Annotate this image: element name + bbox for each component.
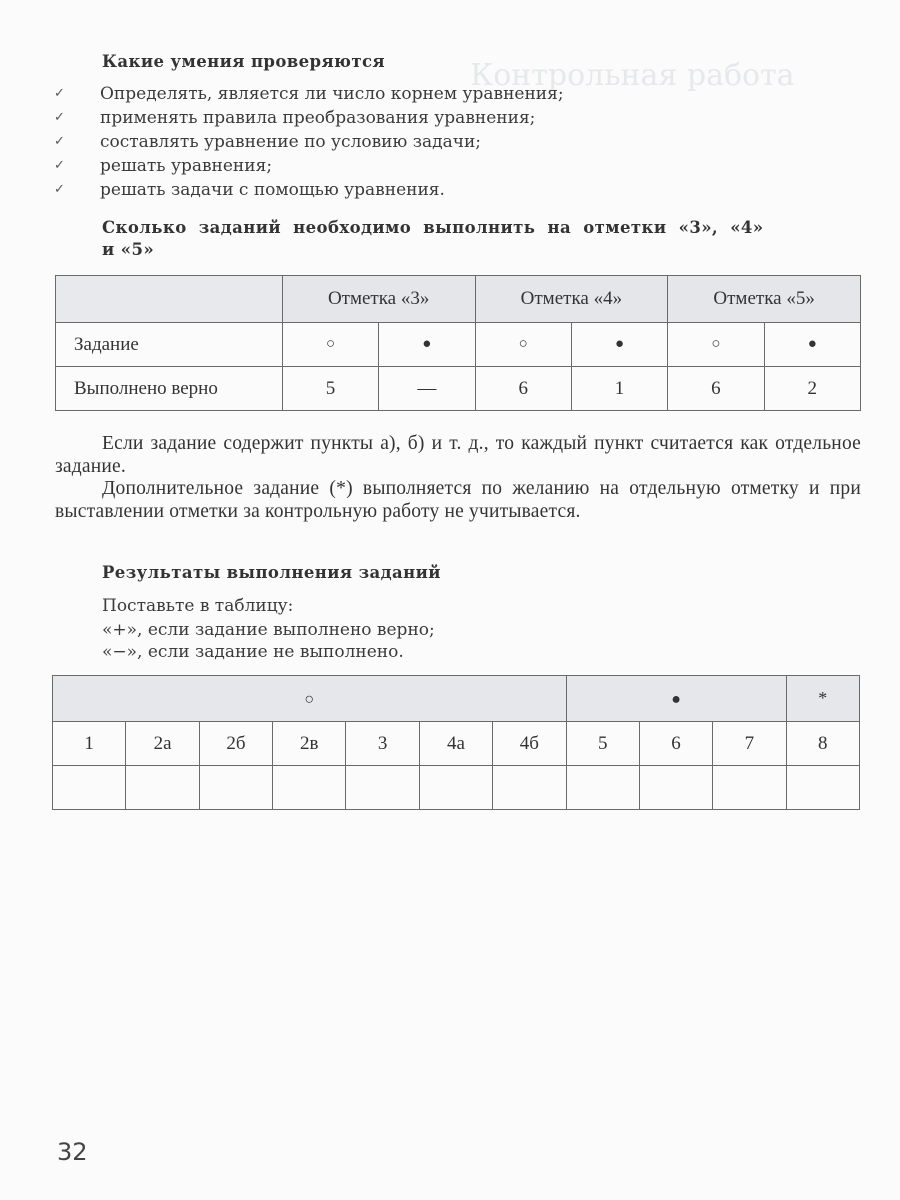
results-instruction: Поставьте в таблицу: xyxy=(102,596,294,616)
skills-heading: Какие умения проверяются xyxy=(102,52,386,71)
task-number: 6 xyxy=(639,722,712,766)
answer-cell[interactable] xyxy=(566,766,639,810)
task-number: 2а xyxy=(126,722,199,766)
grades-table xyxy=(55,275,861,411)
skill-item: ✓ Определять, является ли число корнем уравнения; xyxy=(54,84,564,104)
advanced-group-header xyxy=(566,676,786,722)
answer-cell[interactable] xyxy=(126,766,199,810)
extra-group-header xyxy=(786,676,859,722)
results-heading: Результаты выполнения заданий xyxy=(102,563,441,582)
done-count: — xyxy=(379,367,475,411)
grade-4-header: Отметка «4» xyxy=(475,276,668,323)
skill-item: ✓ составлять уравнение по условию задачи; xyxy=(54,132,482,152)
done-count: 1 xyxy=(571,367,667,411)
advanced-task-icon: ● xyxy=(571,323,667,367)
results-table xyxy=(52,675,860,810)
task-number: 1 xyxy=(53,722,126,766)
task-number: 5 xyxy=(566,722,639,766)
answer-cell[interactable] xyxy=(419,766,492,810)
grades-heading-line2: и «5» xyxy=(102,240,155,259)
check-icon: ✓ xyxy=(54,110,65,125)
basic-group-header xyxy=(53,676,567,722)
check-icon: ✓ xyxy=(54,134,65,149)
check-icon: ✓ xyxy=(54,158,65,173)
skill-item: ✓ решать уравнения; xyxy=(54,156,273,176)
bleed-through-text: Контрольная работа xyxy=(470,58,795,93)
task-row-label: Задание xyxy=(56,323,283,367)
task-number: 4б xyxy=(493,722,566,766)
answer-cell[interactable] xyxy=(493,766,566,810)
task-number: 7 xyxy=(713,722,786,766)
task-number: 3 xyxy=(346,722,419,766)
done-count: 5 xyxy=(282,367,378,411)
answer-cell[interactable] xyxy=(273,766,346,810)
page-number: 32 xyxy=(57,1138,88,1166)
circle-icon: ○ xyxy=(304,691,315,708)
grades-heading-line1: Сколько заданий необходимо выполнить на отметки «3», «4» xyxy=(102,218,764,237)
grade-5-header: Отметка «5» xyxy=(668,276,861,323)
basic-task-icon: ○ xyxy=(282,323,378,367)
answer-cell[interactable] xyxy=(639,766,712,810)
skill-item: ✓ решать задачи с помощью уравнения. xyxy=(54,180,445,200)
done-count: 2 xyxy=(764,367,860,411)
asterisk-icon: * xyxy=(818,688,828,708)
task-number: 4а xyxy=(419,722,492,766)
check-icon: ✓ xyxy=(54,182,65,197)
task-number: 8 xyxy=(786,722,859,766)
minus-rule: «−», если задание не выполнено. xyxy=(102,642,404,662)
answer-cell[interactable] xyxy=(199,766,272,810)
done-row-label: Выполнено верно xyxy=(56,367,283,411)
grades-corner-cell xyxy=(56,276,283,323)
advanced-task-icon: ● xyxy=(764,323,860,367)
basic-task-icon: ○ xyxy=(668,323,764,367)
check-icon: ✓ xyxy=(54,86,65,101)
basic-task-icon: ○ xyxy=(475,323,571,367)
note-extra-task: Дополнительное задание (*) выполняется по желанию на отдельную отметку и при выставлении отметки за контрольную работу не учитывается. xyxy=(55,478,861,522)
plus-rule: «+», если задание выполнено верно; xyxy=(102,620,435,640)
skill-item: ✓ применять правила преобразования уравнения; xyxy=(54,108,536,128)
done-count: 6 xyxy=(475,367,571,411)
task-number: 2в xyxy=(273,722,346,766)
task-number: 2б xyxy=(199,722,272,766)
answer-cell[interactable] xyxy=(713,766,786,810)
done-count: 6 xyxy=(668,367,764,411)
answer-cell[interactable] xyxy=(53,766,126,810)
skills-checklist xyxy=(54,82,564,202)
answer-cell[interactable] xyxy=(786,766,859,810)
answer-cell[interactable] xyxy=(346,766,419,810)
advanced-task-icon: ● xyxy=(379,323,475,367)
grade-3-header: Отметка «3» xyxy=(282,276,475,323)
bullet-icon: ● xyxy=(671,691,681,708)
note-subtasks: Если задание содержит пункты а), б) и т. д., то каждый пункт считается как отдельное задание. xyxy=(55,433,861,477)
